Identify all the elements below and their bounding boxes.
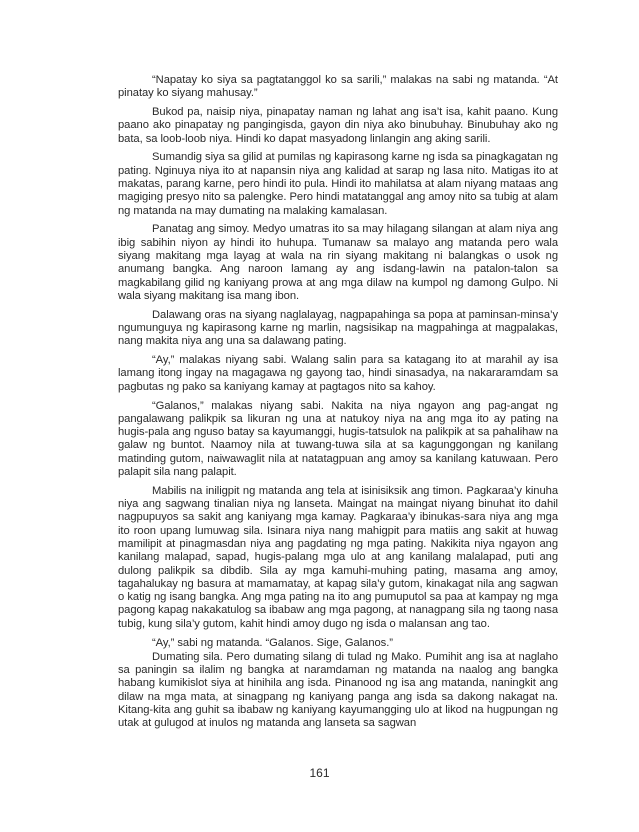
- paragraph-2: Bukod pa, naisip niya, pinapatay naman ng lahat ang isa’t isa, kahit paano. Kung paano ako pinapatay ng pangingisda, gayon din niya ako binubuhay. Binubuhay ako ng bata, sa loob-loob niya. Hindi ko dapat masyadong linlangin ang aking sarili.: [118, 106, 558, 145]
- paragraph-10: Dumating sila. Pero dumating silang di tulad ng Mako. Pumihit ang isa at naglaho sa paningin sa ilalim ng bangka at naramdaman ng matanda na naalog ang bangka habang kumikislot siya at hinihila ang isda. Pinanood ng isa ang matanda, naningkit ang dilaw na mga mata, at sinagpang ng kaniyang panga ang isda sa dakong nakagat na. Kitang-kita ang guhit sa ibabaw ng kaniyang kayumangging ulo at likod na hugpungan ng utak at gulugod at inulos ng matanda ang lanseta sa sagwan: [118, 650, 558, 730]
- paragraph-7: “Galanos,” malakas niyang sabi. Nakita na niya ngayon ang pag-angat ng pangalawang palikpik sa likuran ng una at natukoy niya na ang mga ito ay pating na hugis-pala ang nguso batay sa kayumanggi, hugis-tatsulok na palikpik at sa pahalihaw na galaw ng buntot. Naamoy nila at tuwang-tuwa sila at sa kagunggongan ng kanilang matinding gutom, naiwawaglit nila at natatagpuan ang amoy sa kanilang katuwaan. Pero palapit sila nang palapit.: [118, 399, 558, 479]
- paragraph-6: “Ay,” malakas niyang sabi. Walang salin para sa katagang ito at marahil ay isa lamang itong ingay na magagawa ng gayong tao, hindi sinasadya, na nakararamdam sa pagbutas ng pako sa kaniyang kamay at pagtagos nito sa kahoy.: [118, 354, 558, 393]
- page-number: 161: [309, 766, 330, 780]
- paragraph-5: Dalawang oras na siyang naglalayag, nagpapahinga sa popa at paminsan-minsa’y ngumunguya ng kapirasong karne ng marlin, nagsisikap na magpahinga at magpalakas, nang makita niya ang una sa dalawang pating.: [118, 308, 558, 348]
- paragraph-9: “Ay,” sabi ng matanda. “Galanos. Sige, Galanos.”: [152, 636, 393, 649]
- paragraph-4: Panatag ang simoy. Medyo umatras ito sa may hilagang silangan at alam niya ang ibig sabihin niyon ay hindi ito huhupa. Tumanaw sa malayo ang matanda pero wala siyang makitang mga layag at wala na rin siyang makitang ni balangkas o usok ng anumang bangka. Ang naroon lamang ay ang isdang-lawin na patalon-talon sa magkabilang gilid ng kaniyang prowa at ang mga dilaw na kumpol ng damong Gulpo. Ni wala siyang makitang isa mang ibon.: [118, 223, 558, 302]
- paragraph-8: Mabilis na iniligpit ng matanda ang tela at isinisiksik ang timon. Pagkaraa’y kinuha niya ang sagwang tinalian niya ng lanseta. Maingat na maingat niyang binuhat ito dahil nagpupuyos sa sakit ang kaniyang mga kamay. Pagkaraa’y ibinukas-sara niya ang mga ito roon upang lumuwag sila. Isinara niya nang mahigpit para matiis ang sakit at huwag mamilipit at pinagmasdan niya ang pagdating ng mga pating. Nakikita niya ngayon ang kanilang malapad, sapad, hugis-palang mga ulo at ang kanilang malalapad, puti ang dulong palikpik sa dibdib. Sila ay mga kamuhi-muhing pating, masama ang amoy, tagahalukay ng basura at mamamatay, at kapag sila’y gutom, kinakagat nila ang sagwan o katig ng isang bangka. Ang mga pating na ito ang pumuputol sa paa at kampay ng mga pagong kapag nakakatulog sa ibabaw ang mga pagong, at nanagpang sila ng taong nasa tubig, kung sila’y gutom, kahit hindi amoy dugo ng isda o malansan ang tao.: [118, 484, 558, 630]
- page-text: [118, 74, 558, 736]
- paragraph-1: “Napatay ko siya sa pagtatanggol ko sa sarili,” malakas na sabi ng matanda. “At pinatay ko siyang mahusay.”: [118, 74, 558, 100]
- paragraph-3: Sumandig siya sa gilid at pumilas ng kapirasong karne ng isda sa pinagkagatan ng pating. Nginuya niya ito at napansin niya ang kalidad at sarap ng lasa nito. Matigas ito at makatas, parang karne, pero hindi ito pula. Hindi ito mahilatsa at alam niyang mataas ang magiging presyo nito sa palengke. Pero hindi matatanggal ang amoy nito sa tubig at alam ng matanda na may dumating na malaking kamalasan.: [118, 151, 558, 217]
